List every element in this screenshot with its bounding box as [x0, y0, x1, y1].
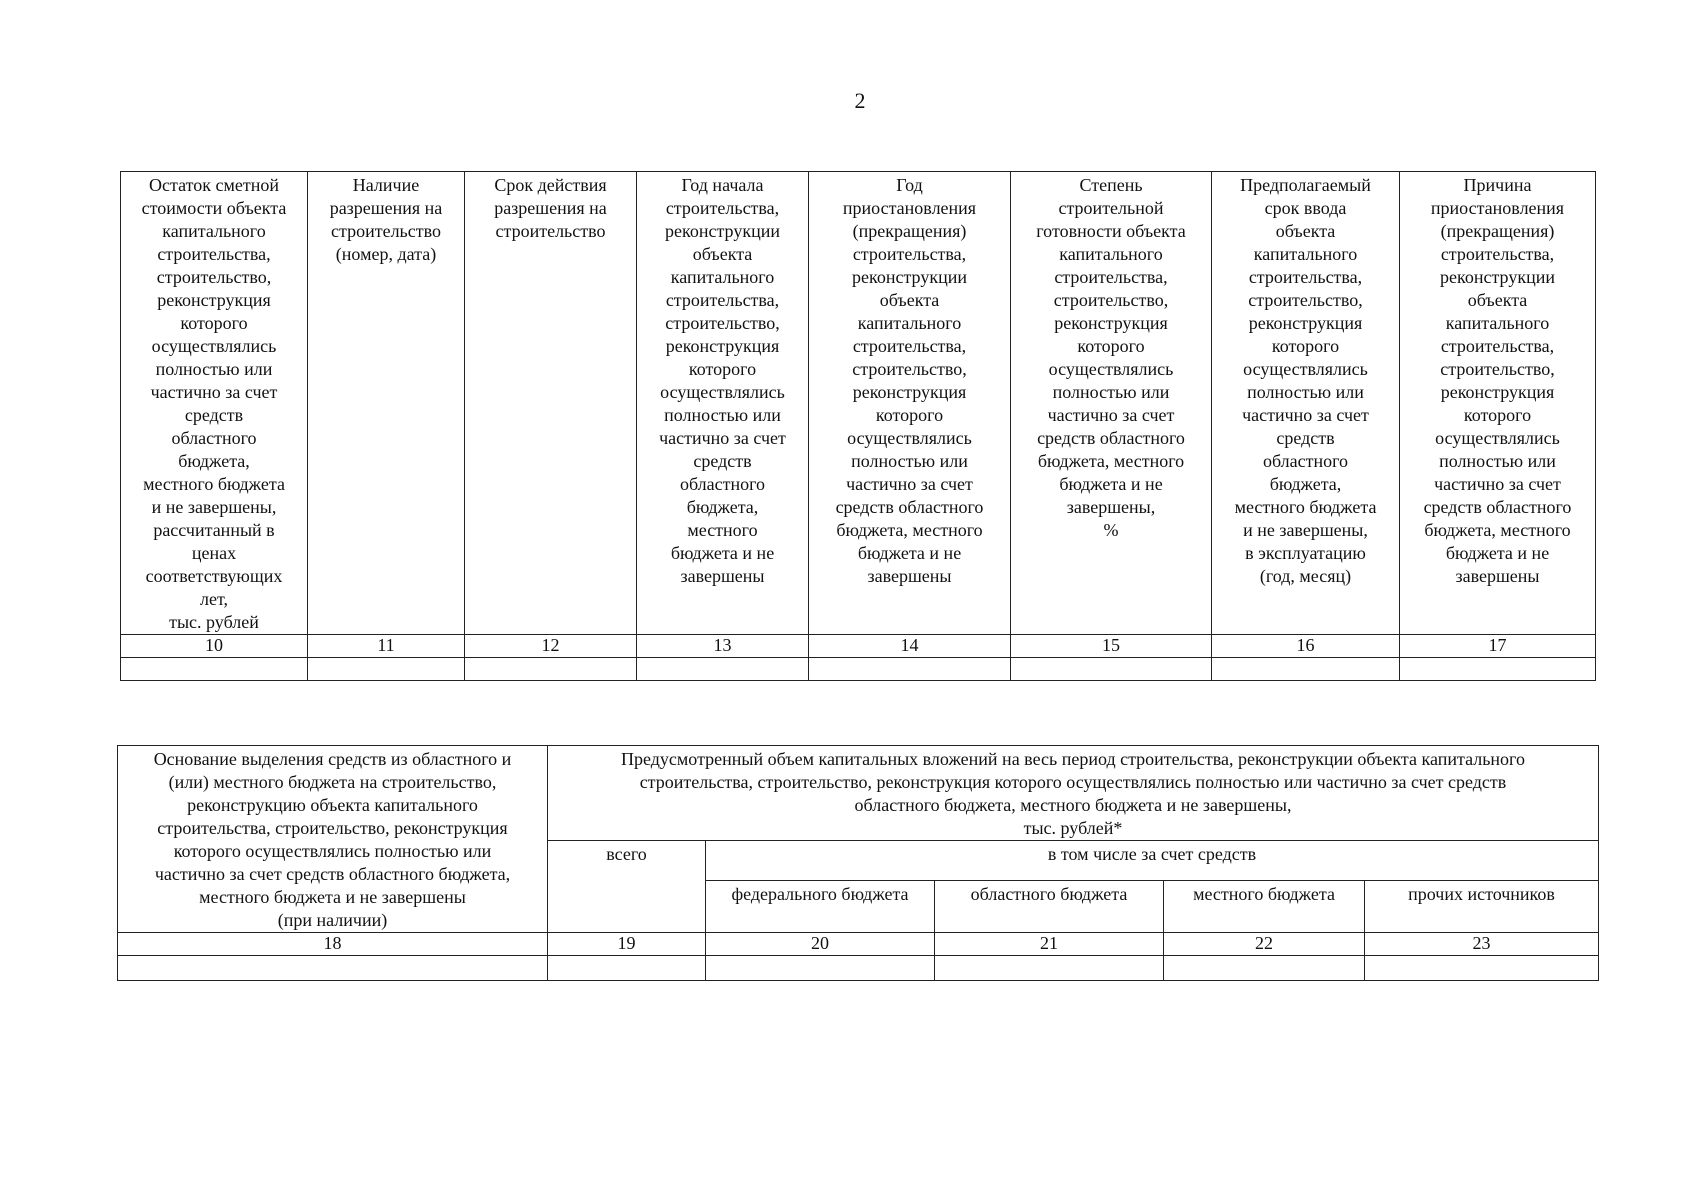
table-row	[121, 658, 1596, 681]
header-suspension-year: Год приостановления (прекращения) строительства, реконструкции объекта капитального строительства, строительство, реконструкция которого осуществлялись полностью или частично за счет средств областного бюджета, местного бюджета и не завершены	[809, 172, 1011, 635]
column-number: 22	[1164, 933, 1365, 956]
header-suspension-reason: Причина приостановления (прекращения) строительства, реконструкции объекта капитального строительства, строительство, реконструкция которого осуществлялись полностью или частично за счет средств областного бюджета, местного бюджета и не завершены	[1400, 172, 1596, 635]
header-funding-basis: Основание выделения средств из областного и (или) местного бюджета на строительство, реконструкцию объекта капитального строительства, строительство, реконструкция которого осуществлялись полностью или частично за счет средств областного бюджета, местного бюджета и не завершены (при наличии)	[118, 746, 548, 933]
column-number: 12	[465, 635, 637, 658]
table-cell	[1365, 956, 1599, 981]
table-cell	[637, 658, 809, 681]
table-cell	[935, 956, 1164, 981]
column-number-row	[118, 933, 1599, 956]
table-cell	[1212, 658, 1400, 681]
header-federal-budget: федерального бюджета	[706, 881, 935, 933]
header-construction-readiness: Степень строительной готовности объекта капитального строительства, строительство, реконструкция которого осуществлялись полностью или частично за счет средств областного бюджета, местного бюджета и не завершены, %	[1011, 172, 1212, 635]
header-construction-start-year: Год начала строительства, реконструкции объекта капитального строительства, строительство, реконструкция которого осуществлялись полностью или частично за счет средств областного бюджета, местного бюджета и не завершены	[637, 172, 809, 635]
header-total: всего	[548, 841, 706, 933]
column-number: 13	[637, 635, 809, 658]
table-row	[118, 956, 1599, 981]
table-cell	[121, 658, 308, 681]
table-cell	[548, 956, 706, 981]
column-number: 10	[121, 635, 308, 658]
header-remaining-estimated-cost: Остаток сметной стоимости объекта капитального строительства, строительство, реконструкция которого осуществлялись полностью или частично за счет средств областного бюджета, местного бюджета и не завершены, рассчитанный в ценах соответствующих лет, тыс. рублей	[121, 172, 308, 635]
header-permit-validity: Срок действия разрешения на строительство	[465, 172, 637, 635]
table-cell	[465, 658, 637, 681]
column-number: 11	[308, 635, 465, 658]
column-number: 23	[1365, 933, 1599, 956]
column-number: 21	[935, 933, 1164, 956]
column-number: 16	[1212, 635, 1400, 658]
column-number: 17	[1400, 635, 1596, 658]
table-cell	[308, 658, 465, 681]
page-number: 2	[854, 88, 866, 113]
table-header-row	[121, 172, 1596, 635]
column-number: 15	[1011, 635, 1212, 658]
table-cell	[118, 956, 548, 981]
table-cell	[1400, 658, 1596, 681]
header-expected-commissioning-date: Предполагаемый срок ввода объекта капитального строительства, строительство, реконструкция которого осуществлялись полностью или частично за счет средств областного бюджета, местного бюджета и не завершены, в эксплуатацию (год, месяц)	[1212, 172, 1400, 635]
column-number: 14	[809, 635, 1011, 658]
table-header-row	[118, 746, 1599, 841]
construction-data-table-part-1	[120, 171, 1596, 681]
column-number-row	[121, 635, 1596, 658]
header-other-sources: прочих источников	[1365, 881, 1599, 933]
header-including-sources: в том числе за счет средств	[706, 841, 1599, 881]
table-cell	[706, 956, 935, 981]
header-local-budget: местного бюджета	[1164, 881, 1365, 933]
header-construction-permit: Наличие разрешения на строительство (номер, дата)	[308, 172, 465, 635]
header-capital-investment-volume: Предусмотренный объем капитальных вложений на весь период строительства, реконструкции объекта капитального строительства, строительство, реконструкция которого осуществлялись полностью или частично за счет средств областного бюджета, местного бюджета и не завершены, тыс. рублей*	[548, 746, 1599, 841]
column-number: 18	[118, 933, 548, 956]
construction-data-table-part-2	[117, 745, 1599, 981]
column-number: 19	[548, 933, 706, 956]
header-regional-budget: областного бюджета	[935, 881, 1164, 933]
table-cell	[1164, 956, 1365, 981]
table-cell	[809, 658, 1011, 681]
table-cell	[1011, 658, 1212, 681]
column-number: 20	[706, 933, 935, 956]
